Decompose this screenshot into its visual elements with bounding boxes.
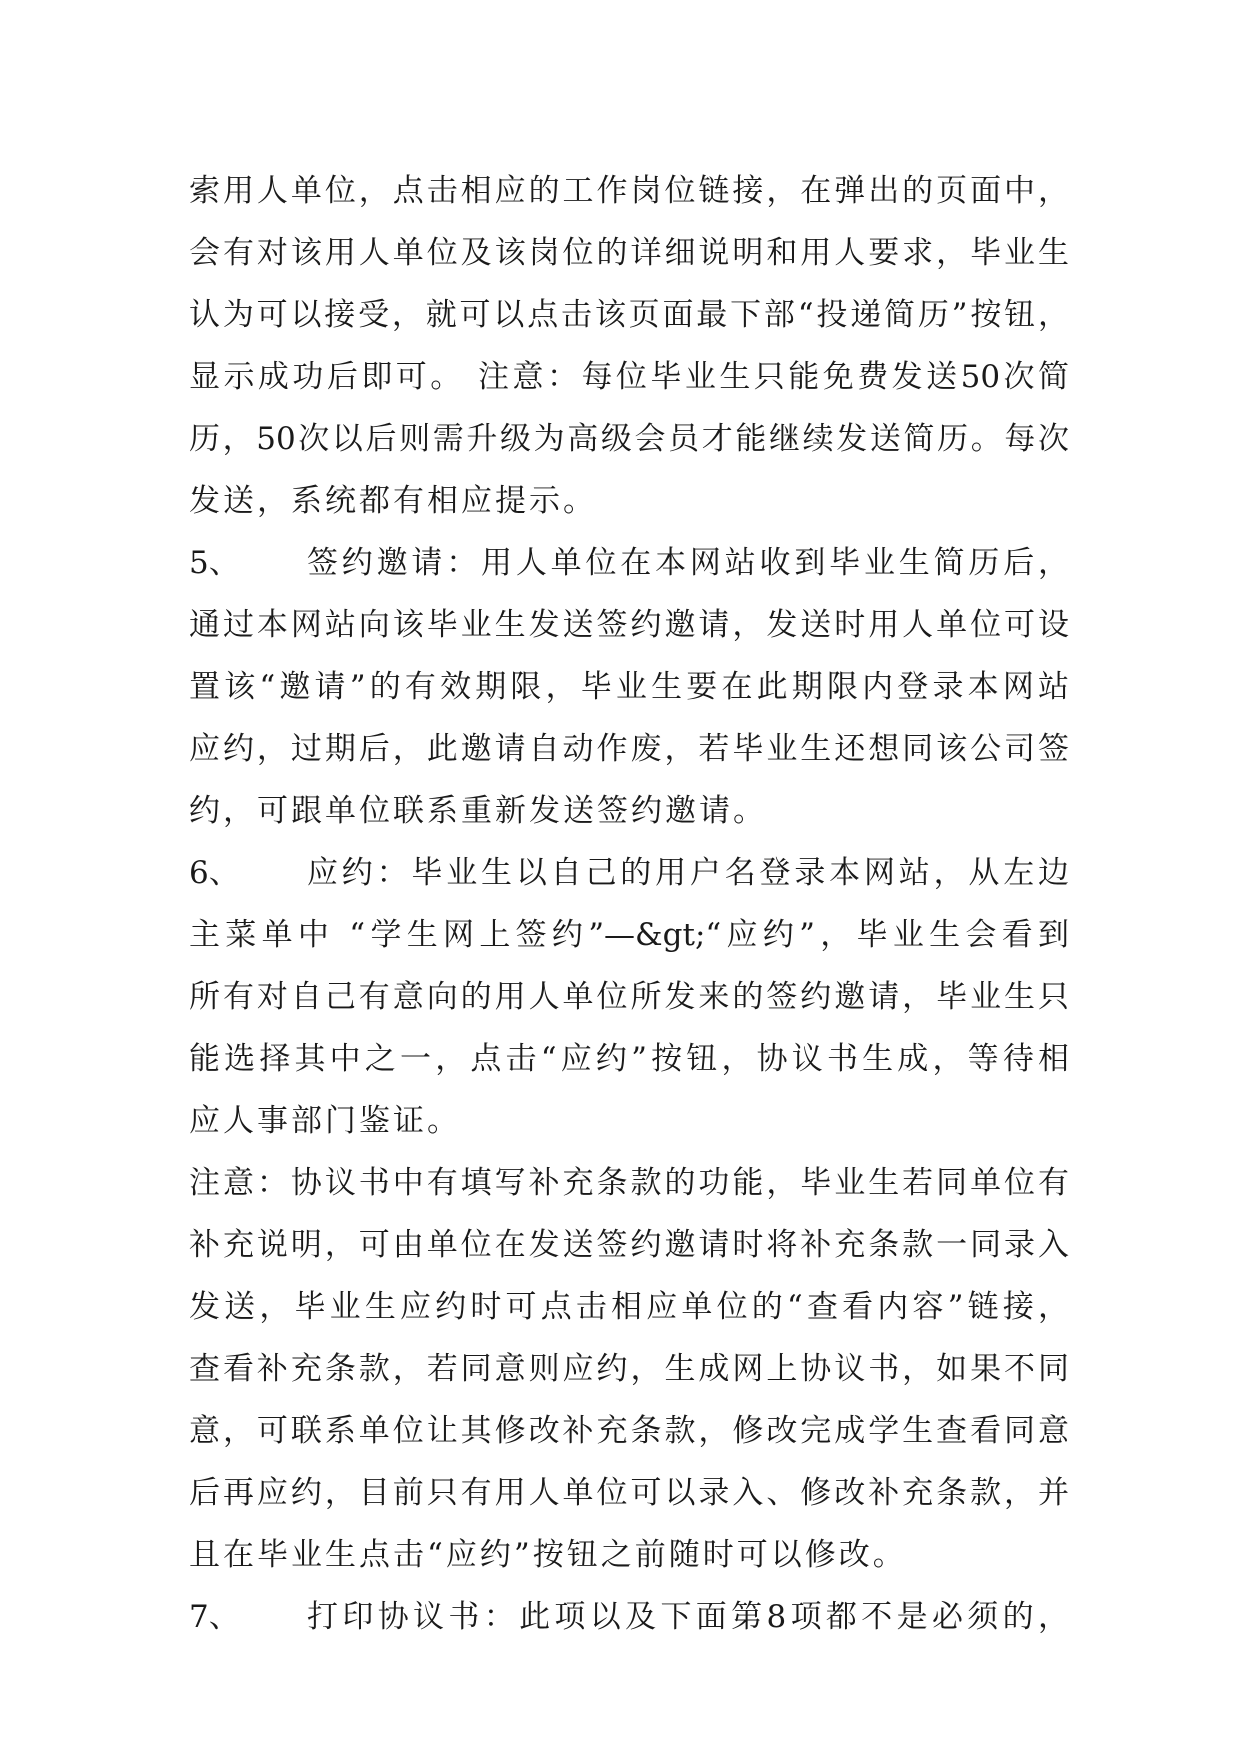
paragraph-line: 认为可以接受，就可以点击该页面最下部“投递简历”按钮， [189, 297, 1069, 333]
note-line: 查看补充条款，若同意则应约，生成网上协议书，如果不同 [189, 1351, 1069, 1387]
item-heading-line: 打印协议书：此项以及下面第8项都不是必须的， [307, 1599, 1069, 1635]
paragraph-line: 能选择其中之一，点击“应约”按钮，协议书生成，等待相 [189, 1041, 1069, 1077]
note-line: 补充说明，可由单位在发送签约邀请时将补充条款一同录入 [189, 1227, 1069, 1263]
list-item-5 [189, 532, 1069, 594]
paragraph-line: 主菜单中 “学生网上签约”—&gt;“应约”，毕业生会看到 [189, 917, 1069, 953]
item-number: 5、 [189, 545, 240, 581]
paragraph-line: 通过本网站向该毕业生发送签约邀请，发送时用人单位可设 [189, 607, 1069, 643]
paragraph-line: 置该“邀请”的有效期限，毕业生要在此期限内登录本网站 [189, 669, 1069, 705]
note-line: 发送，毕业生应约时可点击相应单位的“查看内容”链接， [189, 1289, 1069, 1325]
paragraph-line: 发送，系统都有相应提示。 [189, 483, 597, 519]
paragraph-line: 应约，过期后，此邀请自动作废，若毕业生还想同该公司签 [189, 731, 1069, 767]
item-number: 7、 [189, 1599, 240, 1635]
note-line: 且在毕业生点击“应约”按钮之前随时可以修改。 [189, 1537, 907, 1573]
paragraph-line: 显示成功后即可。 注意：每位毕业生只能免费发送50次简 [189, 359, 1069, 395]
paragraph-line: 所有对自己有意向的用人单位所发来的签约邀请，毕业生只 [189, 979, 1069, 1015]
item-number: 6、 [189, 855, 240, 891]
paragraph-line: 历，50次以后则需升级为高级会员才能继续发送简历。每次 [189, 421, 1069, 457]
paragraph-line: 约，可跟单位联系重新发送签约邀请。 [189, 793, 767, 829]
body-text [189, 160, 1069, 1648]
note-line: 意，可联系单位让其修改补充条款，修改完成学生查看同意 [189, 1413, 1069, 1449]
note-line: 后再应约，目前只有用人单位可以录入、修改补充条款，并 [189, 1475, 1069, 1511]
item-heading-line: 签约邀请：用人单位在本网站收到毕业生简历后， [307, 545, 1069, 581]
paragraph-line: 索用人单位，点击相应的工作岗位链接，在弹出的页面中， [189, 173, 1069, 209]
list-item-7 [189, 1586, 1069, 1648]
paragraph-line: 应人事部门鉴证。 [189, 1103, 461, 1139]
item-heading-line: 应约：毕业生以自己的用户名登录本网站，从左边 [307, 855, 1069, 891]
paragraph-line: 会有对该用人单位及该岗位的详细说明和用人要求，毕业生 [189, 235, 1069, 271]
list-item-6 [189, 842, 1069, 904]
note-line: 注意：协议书中有填写补充条款的功能，毕业生若同单位有 [189, 1165, 1069, 1201]
